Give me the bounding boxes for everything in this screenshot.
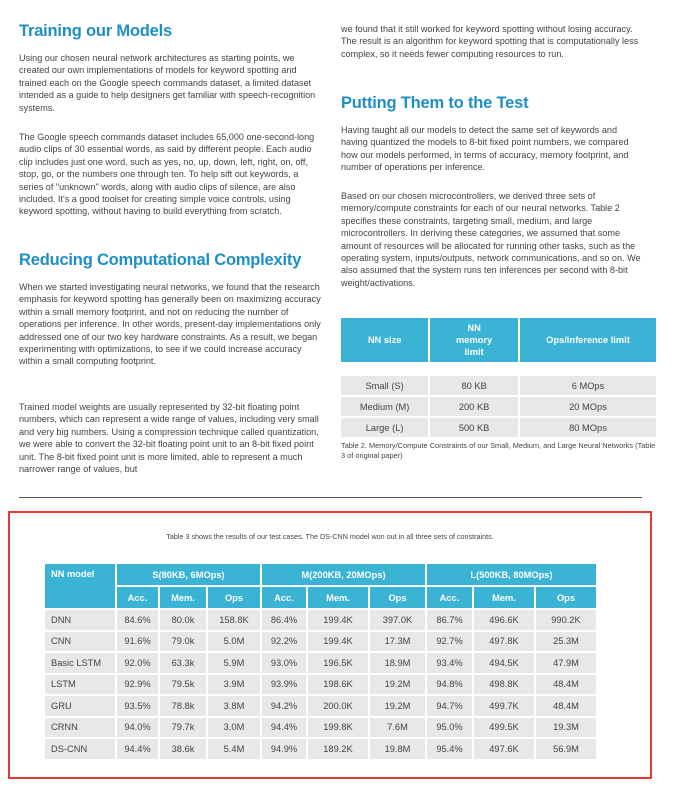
results-cell: 56.9M — [536, 739, 596, 759]
results-cell: 92.7% — [427, 632, 472, 652]
constraints-cell: 200 KB — [430, 397, 518, 416]
results-cell: 19.2M — [370, 675, 425, 695]
results-cell: 499.5K — [474, 718, 534, 738]
constraints-cell: 80 KB — [430, 376, 518, 395]
results-cell: 94.4% — [262, 718, 306, 738]
results-model-name: LSTM — [45, 675, 115, 695]
constraints-header-memory: NN memory limit — [430, 318, 518, 362]
results-cell: 48.4M — [536, 696, 596, 716]
results-subheader: Mem. — [474, 587, 534, 608]
results-model-name: DNN — [45, 610, 115, 630]
results-subheader: Ops — [370, 587, 425, 608]
results-row — [45, 675, 596, 695]
constraints-cell: 6 MOps — [520, 376, 656, 395]
section-divider — [19, 497, 642, 498]
results-cell: 19.3M — [536, 718, 596, 738]
results-model-name: Basic LSTM — [45, 653, 115, 673]
results-subheader: Mem. — [308, 587, 368, 608]
results-cell: 86.4% — [262, 610, 306, 630]
results-cell: 94.2% — [262, 696, 306, 716]
results-cell: 3.0M — [208, 718, 260, 738]
results-cell: 199.4K — [308, 610, 368, 630]
results-cell: 86.7% — [427, 610, 472, 630]
constraints-cell: Small (S) — [341, 376, 428, 395]
results-cell: 19.2M — [370, 696, 425, 716]
results-cell: 95.4% — [427, 739, 472, 759]
paragraph-reducing-1: When we started investigating neural networks, we found that the research emphasis for keyword spotting has generally been on maximizing accuracy within a small memory footprint, and not on reducing the number of operations per inference. In other words, present-day implementations only addressed one of our two key hardware constraints. As a result, we began experimenting with optimizations, to see if we could increase accuracy within a small computing footprint. — [19, 282, 321, 367]
results-cell: 94.8% — [427, 675, 472, 695]
paragraph-putting-2: Based on our chosen microcontrollers, we derived three sets of memory/compute constraints for each of our neural networks. Table 2 specifies these constraints, targeting small, medium, and large microcontrollers. In deriving these categories, we assumed that some amount of resources will be allocated for running other tasks, such as the operating system, inputs/outputs, network communications, and so on. We also assumed that the system runs ten inferences per second with 8-bit weight/activations. — [341, 191, 641, 288]
results-cell: 200.0K — [308, 696, 368, 716]
table2-caption: Table 2. Memory/Compute Constraints of our Small, Medium, and Large Neural Networks (Table 3 of original paper) — [341, 441, 656, 460]
results-cell: 94.7% — [427, 696, 472, 716]
results-cell: 94.4% — [117, 739, 158, 759]
results-model-name: CNN — [45, 632, 115, 652]
results-cell: 7.6M — [370, 718, 425, 738]
results-subheader: Mem. — [160, 587, 206, 608]
results-cell: 18.9M — [370, 653, 425, 673]
results-cell: 95.0% — [427, 718, 472, 738]
heading-training: Training our Models — [19, 22, 172, 40]
results-cell: 5.9M — [208, 653, 260, 673]
results-group-header: L(500KB, 80MOps) — [427, 564, 596, 585]
results-row — [45, 739, 596, 759]
constraints-cell: 20 MOps — [520, 397, 656, 416]
results-cell: 93.4% — [427, 653, 472, 673]
results-cell: 93.9% — [262, 675, 306, 695]
results-cell: 189.2K — [308, 739, 368, 759]
results-cell: 25.3M — [536, 632, 596, 652]
results-row — [45, 696, 596, 716]
paragraph-training-1: Using our chosen neural network architectures as starting points, we created our own implementations of models for keyword spotting and trained each on the Google speech commands dataset, a limited dataset intended as a guide to help designers get familiar with speech-recognition systems. — [19, 53, 316, 113]
results-cell: 92.2% — [262, 632, 306, 652]
results-model-name: DS-CNN — [45, 739, 115, 759]
results-subheader: Acc. — [117, 587, 158, 608]
results-row — [45, 632, 596, 652]
results-cell: 497.8K — [474, 632, 534, 652]
results-cell: 92.9% — [117, 675, 158, 695]
paragraph-putting-1: Having taught all our models to detect the same set of keywords and having quantized the models to 8-bit fixed point numbers, we compared how our models performed, in terms of accuracy, memory footprint, and number of operations per inference. — [341, 125, 629, 173]
results-table — [43, 562, 598, 761]
constraints-row — [341, 376, 656, 395]
results-subheader: Ops — [536, 587, 596, 608]
results-subheader: Ops — [208, 587, 260, 608]
results-cell: 93.5% — [117, 696, 158, 716]
results-cell: 91.6% — [117, 632, 158, 652]
results-cell: 92.0% — [117, 653, 158, 673]
results-cell: 79.5k — [160, 675, 206, 695]
results-cell: 496.6K — [474, 610, 534, 630]
constraints-row — [341, 418, 656, 437]
results-cell: 78.8k — [160, 696, 206, 716]
heading-reducing: Reducing Computational Complexity — [19, 251, 302, 269]
constraints-header-size: NN size — [341, 318, 428, 362]
results-subheader: Acc. — [427, 587, 472, 608]
results-cell: 3.9M — [208, 675, 260, 695]
results-cell: 199.4K — [308, 632, 368, 652]
results-cell: 93.0% — [262, 653, 306, 673]
constraints-cell: 80 MOps — [520, 418, 656, 437]
results-cell: 494.5K — [474, 653, 534, 673]
results-group-header: M(200KB, 20MOps) — [262, 564, 425, 585]
constraints-table — [339, 316, 658, 439]
results-cell: 94.0% — [117, 718, 158, 738]
results-cell: 47.9M — [536, 653, 596, 673]
results-cell: 38.6k — [160, 739, 206, 759]
results-row — [45, 718, 596, 738]
results-cell: 499.7K — [474, 696, 534, 716]
paragraph-training-2: The Google speech commands dataset includes 65,000 one-second-long audio clips of 30 essential words, as said by different people. Each audio clip includes just one word, such as yes, no, up, down, left, right, on, off, stop, go, or the numbers one through ten. To help sift out keywords, a series of "unknown" words, along with audio clips of silence, are also included. It's a good toolset for creating simple voice controls, using keyword spotting, without having to build everything from scratch. — [19, 132, 315, 217]
results-cell: 3.8M — [208, 696, 260, 716]
results-cell: 497.6K — [474, 739, 534, 759]
results-cell: 19.8M — [370, 739, 425, 759]
results-cell: 84.6% — [117, 610, 158, 630]
paragraph-reducing-2: Trained model weights are usually represented by 32-bit floating point numbers, which can represent a wide range of values, including very small and very big numbers. Using a compression technique called quantization, we were able to convert the 32-bit floating point unit to an 8-bit fixed point unit. The 8-bit fixed point unit is more limited, able to represent a much narrower range of values, but — [19, 402, 319, 475]
constraints-header-ops: Ops/inference limit — [520, 318, 656, 362]
constraints-cell: 500 KB — [430, 418, 518, 437]
constraints-cell: Medium (M) — [341, 397, 428, 416]
constraints-row — [341, 397, 656, 416]
results-group-header: S(80KB, 6MOps) — [117, 564, 260, 585]
results-subheader: Acc. — [262, 587, 306, 608]
results-cell: 196.5K — [308, 653, 368, 673]
paragraph-continuation: we found that it still worked for keyword spotting without losing accuracy. The result is an algorithm for keyword spotting that is computationally less complex, so it needs fewer computing resources to run. — [341, 24, 639, 59]
results-cell: 79.0k — [160, 632, 206, 652]
heading-putting: Putting Them to the Test — [341, 94, 529, 112]
results-cell: 158.8K — [208, 610, 260, 630]
constraints-cell: Large (L) — [341, 418, 428, 437]
results-header-model: NN model — [45, 564, 115, 608]
results-cell: 17.3M — [370, 632, 425, 652]
results-cell: 80.0k — [160, 610, 206, 630]
results-model-name: CRNN — [45, 718, 115, 738]
results-cell: 5.0M — [208, 632, 260, 652]
results-cell: 198.6K — [308, 675, 368, 695]
results-cell: 94.9% — [262, 739, 306, 759]
results-cell: 79.7k — [160, 718, 206, 738]
results-cell: 199.8K — [308, 718, 368, 738]
results-cell: 63.3k — [160, 653, 206, 673]
results-row — [45, 610, 596, 630]
results-cell: 397.0K — [370, 610, 425, 630]
results-intro: Table 3 shows the results of our test cases. The DS-CNN model won out in all three sets of constraints. — [166, 532, 494, 541]
results-cell: 48.4M — [536, 675, 596, 695]
results-cell: 990.2K — [536, 610, 596, 630]
results-cell: 5.4M — [208, 739, 260, 759]
results-row — [45, 653, 596, 673]
results-model-name: GRU — [45, 696, 115, 716]
results-cell: 498.8K — [474, 675, 534, 695]
